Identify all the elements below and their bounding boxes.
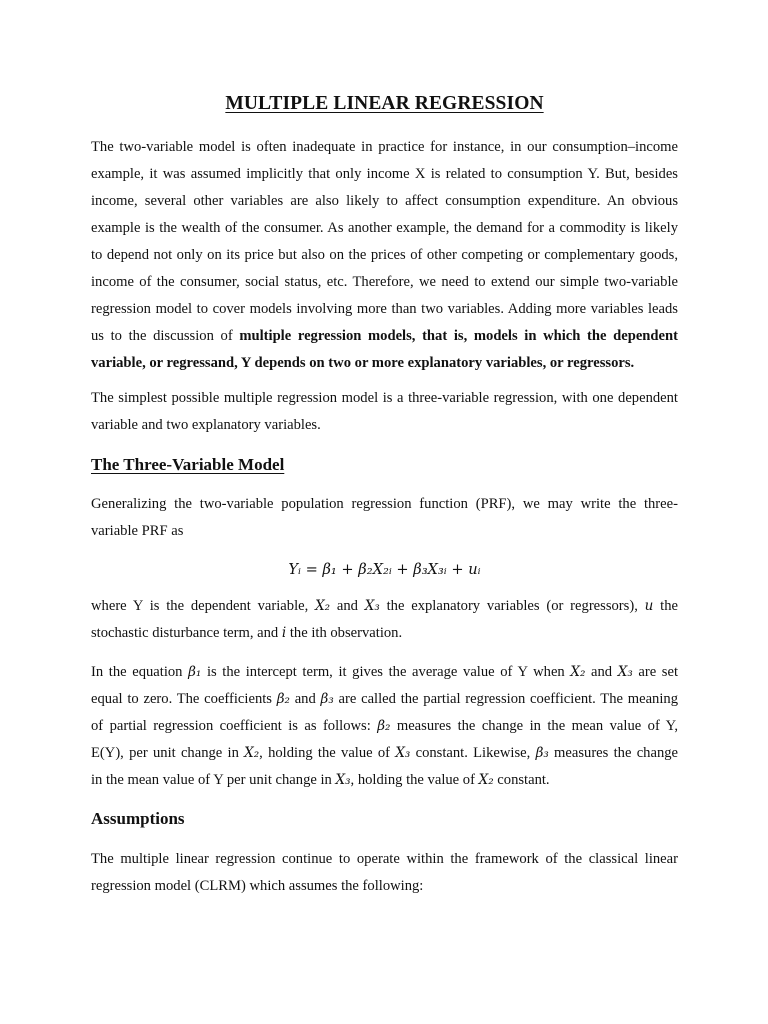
math-i: i [281, 625, 287, 641]
intercept-text: , holding the value of [259, 745, 396, 761]
math-x3: X₃ [364, 598, 380, 614]
math-x2: X₂ [478, 772, 494, 788]
intercept-text: measures the change in the mean value of Y, [390, 718, 678, 734]
math-x2: X₂ [244, 745, 260, 761]
intro-line [91, 350, 678, 377]
math-x3: X₃ [335, 772, 351, 788]
math-x3: X₃ [395, 745, 411, 761]
generalizing-paragraph [91, 491, 678, 545]
intro-bold-text: multiple regression models, that is, models in which the dependent [239, 328, 678, 344]
intro-line: to depend not only on its price but also on the prices of other competing or complementary goods, [91, 247, 678, 263]
intercept-text: constant. Likewise, [410, 745, 536, 761]
intro-line: example, it was assumed implicitly that only income X is related to consumption Y. But, besides [91, 166, 678, 182]
math-beta3: β₃ [535, 745, 549, 761]
intercept-text: equal to zero. The coefficients [91, 691, 277, 707]
math-beta2: β₂ [276, 691, 290, 707]
intercept-text: In the equation [91, 664, 189, 680]
three-variable-heading: The Three-Variable Model [91, 455, 285, 474]
intercept-text: and [585, 664, 618, 680]
math-x2: X₂ [315, 598, 331, 614]
intro-line: regression model to cover models involving more than two variables. Adding more variables leads [91, 301, 678, 317]
intercept-text: constant. [493, 772, 550, 788]
intercept-text: measures the change [548, 745, 679, 761]
intro-line: example is the wealth of the consumer. As another example, the demand for a commodity is likely [91, 220, 678, 236]
intercept-text: in the mean value of Y per unit change in [91, 772, 336, 788]
assumptions-line: The multiple linear regression continue to operate within the framework of the classical linear [91, 851, 678, 867]
assumptions-line: regression model (CLRM) which assumes the following: [91, 878, 424, 894]
intercept-text: E(Y), per unit change in [91, 745, 245, 761]
math-beta2: β₂ [377, 718, 391, 734]
intercept-line [91, 740, 678, 767]
simplest-line: variable and two explanatory variables. [91, 417, 321, 433]
intro-line [91, 323, 678, 350]
intercept-text: , holding the value of [350, 772, 479, 788]
where-line [91, 620, 678, 647]
math-x3: X₃ [617, 664, 633, 680]
intercept-text: of partial regression coefficient is as follows: [91, 718, 378, 734]
intercept-line [91, 767, 678, 794]
where-text: where Y is the dependent variable, [91, 598, 316, 614]
intro-text: us to the discussion of [91, 328, 240, 344]
simplest-paragraph [91, 385, 678, 439]
where-line [91, 593, 678, 620]
intro-line: income, several other variables are also likely to affect consumption expenditure. An obvious [91, 193, 678, 209]
intercept-text: are set [632, 664, 679, 680]
assumptions-paragraph [91, 846, 678, 900]
where-text: stochastic disturbance term, and [91, 625, 282, 641]
intercept-text: is the intercept term, it gives the average value of Y when [201, 664, 571, 680]
simplest-line: The simplest possible multiple regression model is a three-variable regression, with one dependent [91, 390, 678, 406]
prf-equation: Yᵢ = β₁ + β₂X₂ᵢ + β₃X₃ᵢ + uᵢ [288, 561, 481, 578]
intercept-text: and [289, 691, 321, 707]
assumptions-heading: Assumptions [91, 809, 185, 828]
intercept-line [91, 659, 678, 686]
math-beta3: β₃ [320, 691, 334, 707]
intercept-text: are called the partial regression coefficient. The meaning [333, 691, 679, 707]
intro-paragraph [91, 134, 678, 377]
intro-bold-text: variable, or regressand, Y depends on two or more explanatory variables, or regressors. [91, 355, 635, 371]
generalizing-line: variable PRF as [91, 523, 184, 539]
where-text: the ith observation. [286, 625, 403, 641]
intro-line: income of the consumer, social status, etc. Therefore, we need to extend our simple two-variable [91, 274, 678, 290]
intercept-line [91, 713, 678, 740]
page-title: MULTIPLE LINEAR REGRESSION [225, 93, 544, 114]
math-beta1: β₁ [188, 664, 202, 680]
where-text: and [330, 598, 365, 614]
where-text: the explanatory variables (or regressors), [379, 598, 645, 614]
intro-line: The two-variable model is often inadequate in practice for instance, in our consumption–income [91, 139, 678, 155]
where-text: the [653, 598, 678, 614]
intercept-paragraph [91, 659, 678, 794]
intercept-line [91, 686, 678, 713]
math-x2: X₂ [570, 664, 586, 680]
where-paragraph [91, 593, 678, 647]
math-u: u [644, 598, 654, 614]
generalizing-line: Generalizing the two-variable population regression function (PRF), we may write the three- [91, 496, 678, 512]
